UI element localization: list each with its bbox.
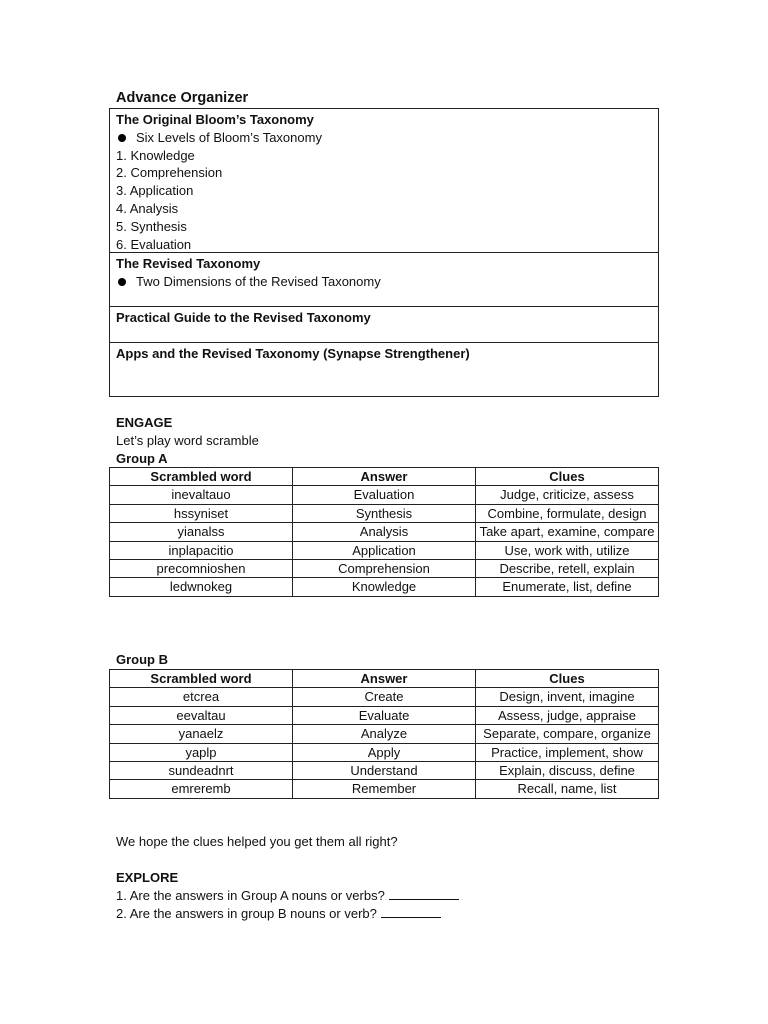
engage-heading: ENGAGE — [116, 415, 173, 430]
table-row — [110, 780, 659, 798]
bullet-icon — [118, 134, 126, 142]
engage-intro: Let’s play word scramble — [116, 433, 259, 448]
answer-cell: Evaluate — [293, 706, 476, 724]
clues-cell: Judge, criticize, assess — [476, 486, 659, 504]
clues-cell: Take apart, examine, compare — [476, 523, 659, 541]
level-item: 1. Knowledge — [116, 147, 195, 163]
answer-cell: Apply — [293, 743, 476, 761]
level-item: 5. Synthesis — [116, 218, 187, 234]
section-heading: Practical Guide to the Revised Taxonomy — [116, 310, 371, 325]
answer-cell: Evaluation — [293, 486, 476, 504]
group-b-table — [109, 669, 659, 799]
clues-cell: Design, invent, imagine — [476, 688, 659, 706]
answer-cell: Create — [293, 688, 476, 706]
table-row — [110, 578, 659, 596]
table-row — [110, 688, 659, 706]
level-item: 4. Analysis — [116, 200, 179, 216]
column-header: Scrambled word — [110, 670, 293, 688]
scrambled-word-cell: precomnioshen — [110, 560, 293, 578]
closing-text: We hope the clues helped you get them all right? — [116, 834, 398, 849]
column-header: Scrambled word — [110, 468, 293, 486]
clues-cell: Assess, judge, appraise — [476, 706, 659, 724]
table-row — [110, 706, 659, 724]
clues-cell: Describe, retell, explain — [476, 560, 659, 578]
scrambled-word-cell: ledwnokeg — [110, 578, 293, 596]
organizer-section-revised — [110, 252, 658, 306]
table-row — [110, 541, 659, 559]
answer-cell: Analyze — [293, 725, 476, 743]
table-row — [110, 725, 659, 743]
table-row — [110, 560, 659, 578]
scrambled-word-cell: yaplp — [110, 743, 293, 761]
explore-question-2: 2. Are the answers in group B nouns or verb? — [116, 905, 441, 923]
clues-cell: Recall, name, list — [476, 780, 659, 798]
table-row — [110, 743, 659, 761]
level-item: 2. Comprehension — [116, 165, 223, 181]
section-heading: The Original Bloom’s Taxonomy — [116, 112, 314, 127]
scrambled-word-cell: eevaltau — [110, 706, 293, 724]
answer-cell: Knowledge — [293, 578, 476, 596]
answer-cell: Application — [293, 541, 476, 559]
scrambled-word-cell: inevaltauo — [110, 486, 293, 504]
scrambled-word-cell: hssyniset — [110, 504, 293, 522]
scrambled-word-cell: yanaelz — [110, 725, 293, 743]
organizer-section-practical — [110, 306, 658, 342]
level-item: 6. Evaluation — [116, 236, 192, 252]
bullet-item: Two Dimensions of the Revised Taxonomy — [116, 273, 658, 291]
column-header: Clues — [476, 468, 659, 486]
scrambled-word-cell: inplapacitio — [110, 541, 293, 559]
answer-cell: Remember — [293, 780, 476, 798]
answer-blank[interactable] — [389, 887, 459, 900]
column-header: Answer — [293, 670, 476, 688]
column-header: Clues — [476, 670, 659, 688]
organizer-section-original — [110, 109, 658, 252]
explore-question-1: 1. Are the answers in Group A nouns or verbs? — [116, 887, 459, 905]
scrambled-word-cell: yianalss — [110, 523, 293, 541]
answer-cell: Synthesis — [293, 504, 476, 522]
group-b-label: Group B — [116, 652, 168, 667]
organizer-section-apps — [110, 342, 658, 396]
scrambled-word-cell: sundeadnrt — [110, 762, 293, 780]
column-header: Answer — [293, 468, 476, 486]
group-a-label: Group A — [116, 451, 168, 466]
advance-organizer-box — [109, 108, 659, 397]
scrambled-word-cell: etcrea — [110, 688, 293, 706]
table-row — [110, 504, 659, 522]
bullet-item: Six Levels of Bloom’s Taxonomy — [116, 129, 658, 147]
clues-cell: Explain, discuss, define — [476, 762, 659, 780]
table-row — [110, 486, 659, 504]
clues-cell: Practice, implement, show — [476, 743, 659, 761]
table-header-row — [110, 670, 659, 688]
bullet-icon — [118, 278, 126, 286]
table-row — [110, 523, 659, 541]
level-item: 3. Application — [116, 183, 194, 199]
section-heading: Apps and the Revised Taxonomy (Synapse Strengthener) — [116, 346, 470, 361]
scrambled-word-cell: emreremb — [110, 780, 293, 798]
section-heading: The Revised Taxonomy — [116, 256, 261, 271]
explore-heading: EXPLORE — [116, 870, 179, 885]
clues-cell: Combine, formulate, design — [476, 504, 659, 522]
clues-cell: Separate, compare, organize — [476, 725, 659, 743]
group-a-table — [109, 467, 659, 597]
answer-cell: Analysis — [293, 523, 476, 541]
clues-cell: Use, work with, utilize — [476, 541, 659, 559]
document-title: Advance Organizer — [116, 90, 249, 106]
answer-cell: Comprehension — [293, 560, 476, 578]
answer-cell: Understand — [293, 762, 476, 780]
table-row — [110, 762, 659, 780]
clues-cell: Enumerate, list, define — [476, 578, 659, 596]
answer-blank[interactable] — [381, 905, 441, 918]
table-header-row — [110, 468, 659, 486]
